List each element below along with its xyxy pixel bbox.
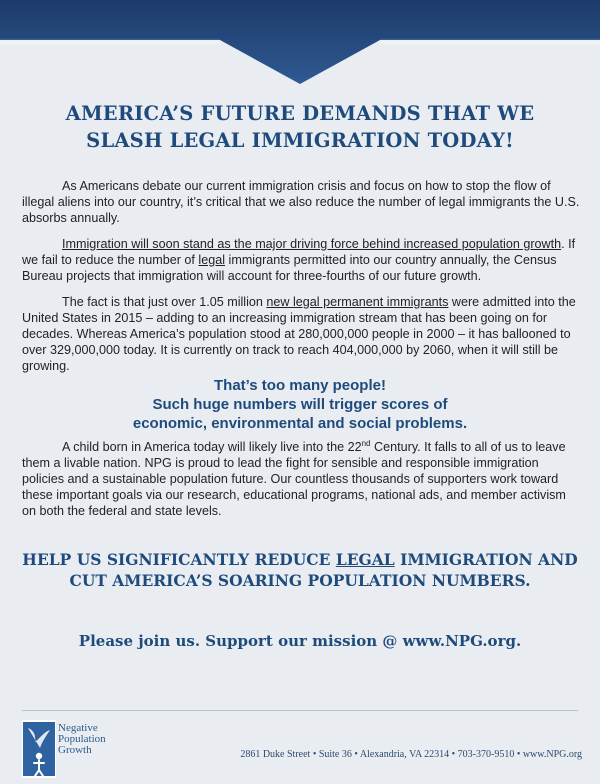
paragraph-4-text-b: Century. It falls to all of us to leave them a livable nation. NPG is proud to lead the fight for sensible and responsible immigration policies and a sustainable population future. Our countless thousands of supporters work toward these important goals via our research, educational programs, national ads, and member activism on both the federal and state levels. <box>22 440 566 518</box>
help-line-1-a: HELP US SIGNIFICANTLY REDUCE <box>22 550 336 569</box>
paragraph-2 <box>22 236 582 284</box>
paragraph-4-sup: nd <box>361 438 371 448</box>
help-headline <box>20 549 580 591</box>
callout-line-3: economic, environmental and social problems. <box>132 415 468 432</box>
callout-line-1: That’s too many people! <box>214 377 386 394</box>
main-headline <box>30 100 570 154</box>
paragraph-2-legal: legal <box>198 253 226 267</box>
paragraph-3-underlined: new legal permanent immigrants <box>266 295 449 309</box>
paragraph-2-text-a: . If we fail to reduce the number of <box>22 237 576 267</box>
npg-logo-text <box>58 723 106 756</box>
npg-logo-mark-icon <box>22 720 56 778</box>
paragraph-3 <box>22 294 582 374</box>
body-text <box>22 178 582 384</box>
help-line-1-legal: LEGAL <box>335 550 395 569</box>
paragraph-1: As Americans debate our current immigration crisis and focus on how to stop the flow of illegal aliens into our country, it’s critical that we also reduce the number of legal immigrants the U.S. absorbs annually. <box>22 179 580 225</box>
callout-line-2: Such huge numbers will trigger scores of <box>152 396 448 413</box>
help-line-1-b: IMMIGRATION AND <box>394 550 578 569</box>
paragraph-3-text-b: were admitted into the United States in 2015 – adding to an increasing immigration stream that has been going on for decades. Whereas America’s population stood at 280,000,000 people in 2000 – it has ballooned to over 329,000,000 today. It is currently on track to reach 404,000,000 by 2060, when it will still be growing. <box>22 295 576 373</box>
logo-line-1: Negative <box>58 722 98 734</box>
logo-line-2: Population <box>58 733 106 745</box>
chevron-banner-graphic <box>0 0 600 90</box>
paragraph-2-text-b: immigrants permitted into our country annually, the Census Bureau projects that immigration will account for three-fourths of our future growth. <box>22 253 557 283</box>
paragraph-3-text-a: The fact is that just over 1.05 million <box>62 295 267 309</box>
headline-line-2: SLASH LEGAL IMMIGRATION TODAY! <box>86 129 514 152</box>
headline-line-1: AMERICA’S FUTURE DEMANDS THAT WE <box>65 102 535 125</box>
help-line-2: CUT AMERICA’S SOARING POPULATION NUMBERS. <box>69 571 531 590</box>
body-text-2 <box>22 439 582 529</box>
join-call-to-action: Please join us. Support our mission @ www.NPG.org. <box>78 632 522 650</box>
paragraph-4 <box>22 439 582 519</box>
footer-address: 2861 Duke Street • Suite 36 • Alexandria, VA 22314 • 703-370-9510 • www.NPG.org <box>240 749 582 760</box>
npg-logo <box>22 720 152 778</box>
paragraph-2-underlined: Immigration will soon stand as the major driving force behind increased population growth <box>62 237 562 251</box>
footer-divider <box>22 710 578 711</box>
callout-text <box>80 376 520 433</box>
help-line-1 <box>20 549 580 570</box>
paragraph-4-text-a: A child born in America today will likely live into the 22 <box>62 440 362 454</box>
logo-line-3: Growth <box>58 744 92 756</box>
